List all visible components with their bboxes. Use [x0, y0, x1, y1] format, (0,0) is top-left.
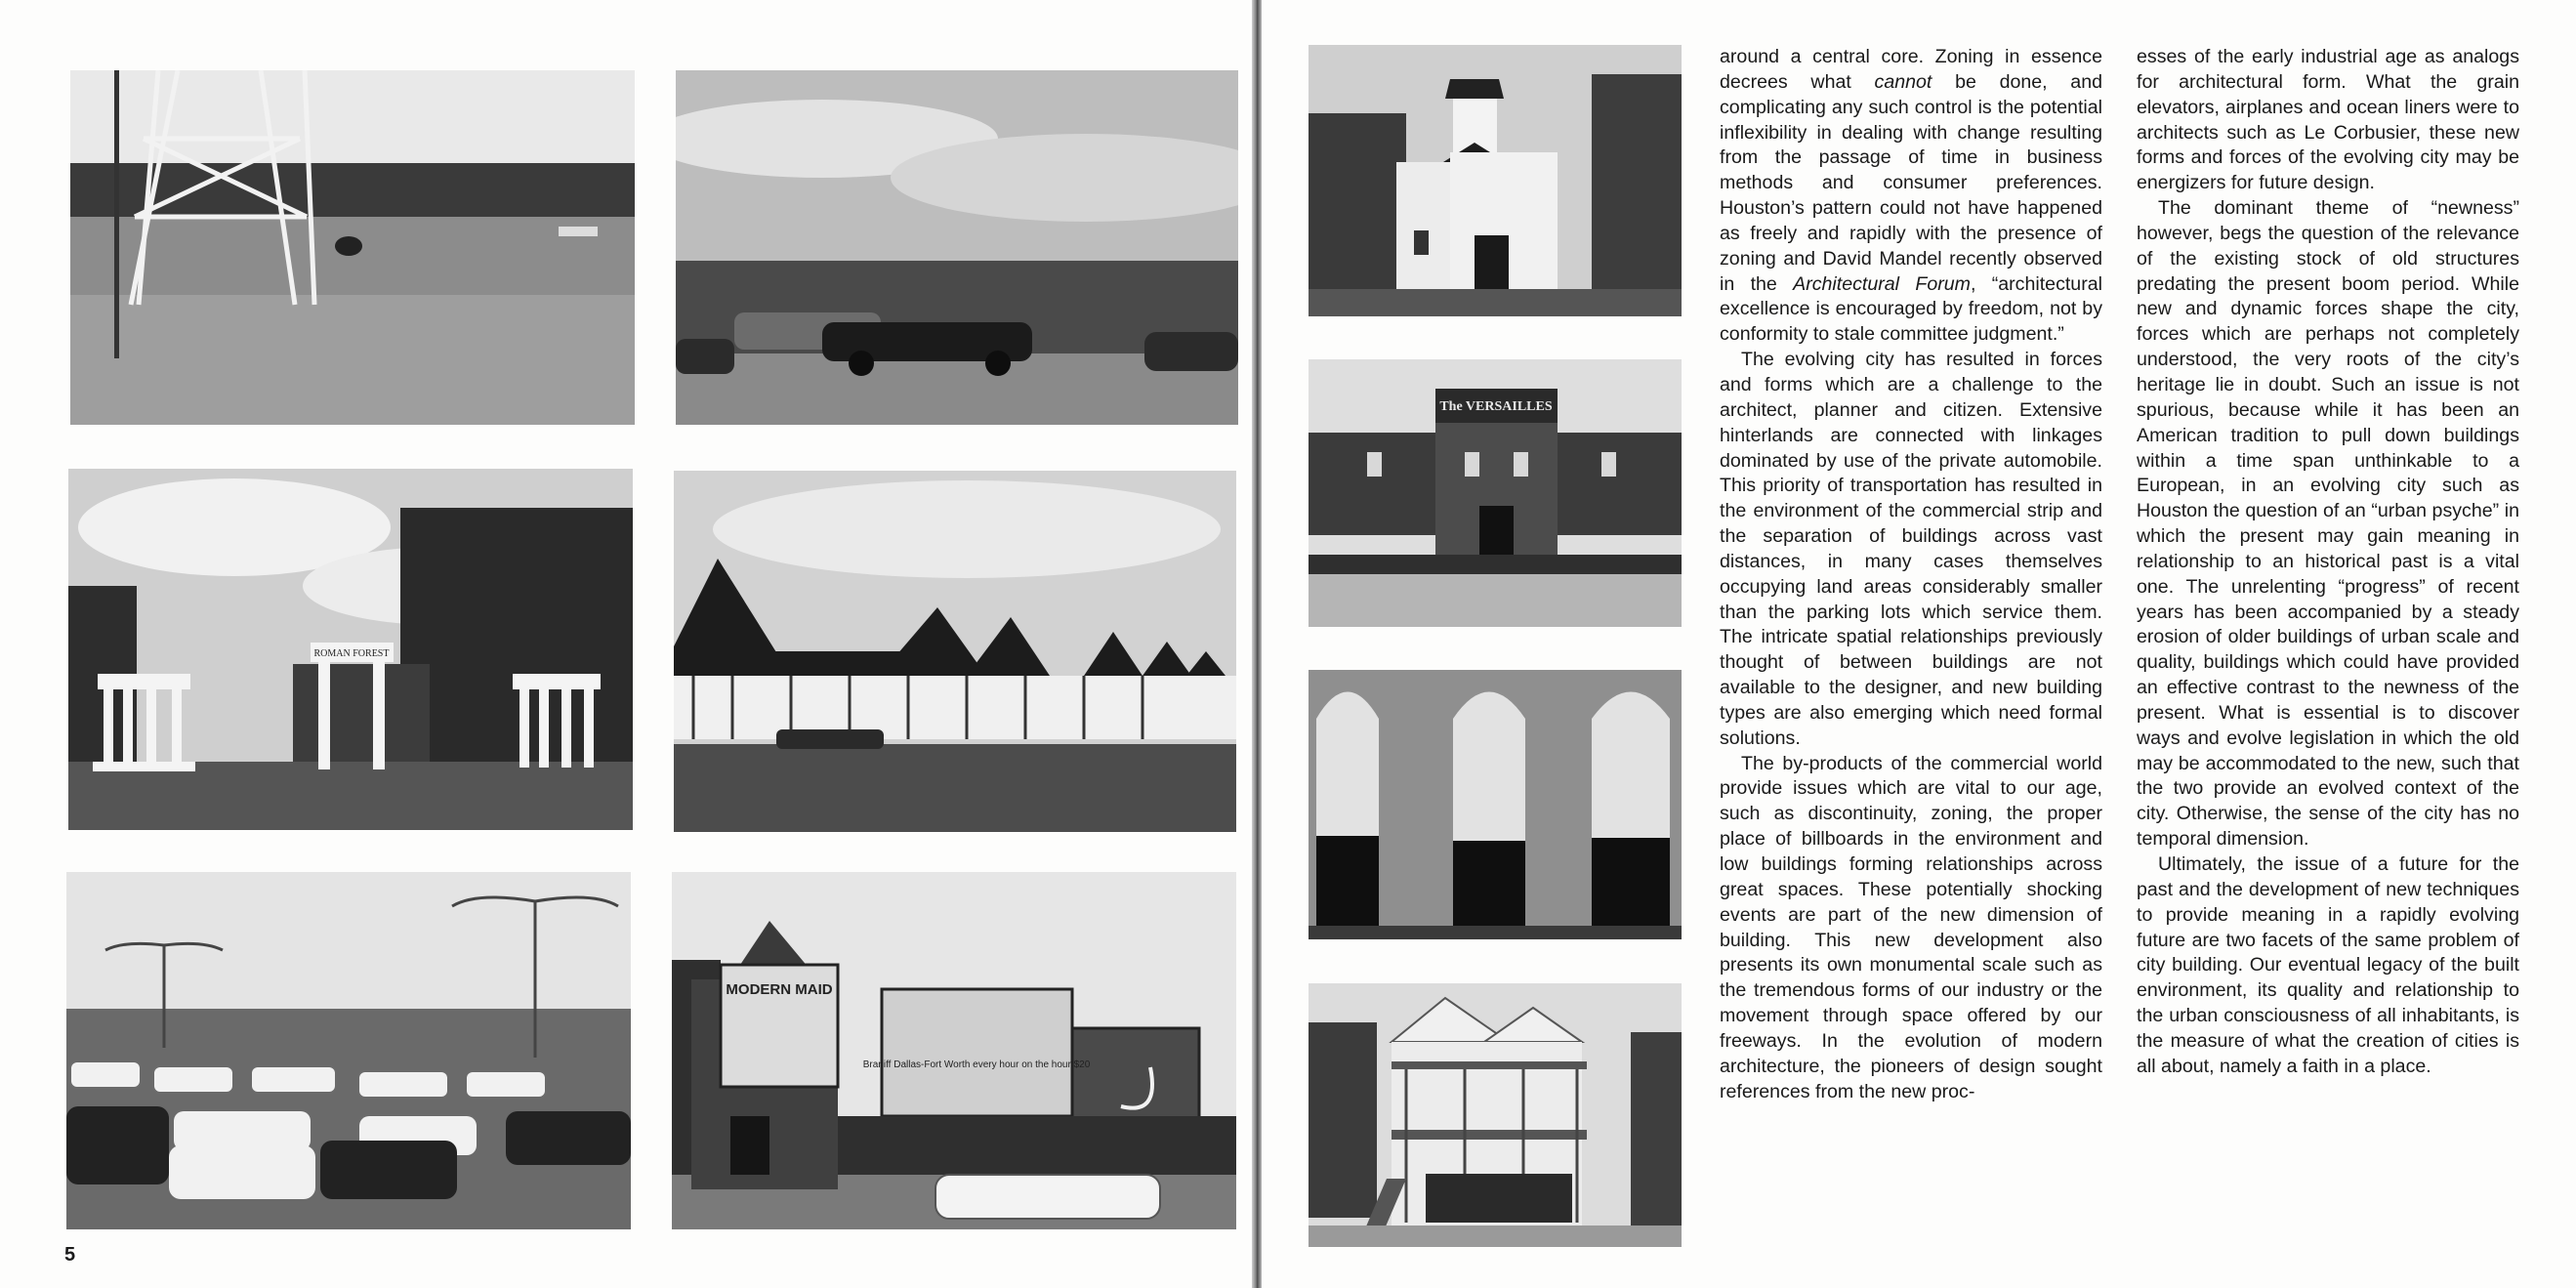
article-column-2: [2137, 45, 2519, 1080]
modern-maid-billboard-text: MODERN MAID: [726, 981, 833, 998]
paragraph-text: , “architectural excellence is encouraged by freedom, not by conformity to stale committee judgment.”: [1720, 272, 2102, 346]
versailles-sign: The VERSAILLES: [1439, 399, 1553, 414]
publication-title: Architectural Forum: [1793, 272, 1971, 295]
book-gutter: [1252, 0, 1262, 1288]
paragraph: The dominant theme of “newness” however, begs the question of the relevance of the existing stock of old structures predating the present boom period. While new and dynamic forces shape the city, forces which are perhaps not completely understood, the very roots of the city’s heritage lie in doubt. Such an issue is not spurious, because while it has been an American tradition to pull down buildings within a time span unthinkable to a European, in an evolving city such as Houston the question of an “urban psyche” in which the present may gain meaning in relationship to an historical past is a vital one. The unrelenting “progress” of recent years has been accompanied by a steady erosion of older buildings of urban scale and quality, buildings which could have provided an effective contrast to the newness of the present. What is essential is to discover ways and evolve legislation in which the old may be accommodated to the new, such that the two provide an evolved context of the city. Otherwise, the sense of the city has no temporal dimension.: [2137, 197, 2519, 851]
paragraph: The evolving city has resulted in forces and forms which are a challenge to the architect, planner and citizen. Extensive hinterlands are connected with linkages dominated by use of the private automobile. This priority of transportation has resulted in the environment of the commercial strip and the separation of buildings across vast distances, in many cases themselves occupying land areas considerably smaller than the parking lots which service them. The intricate spatial relationships previously thought of between buildings are not available to the designer, and new building types are also emerging which need formal solutions.: [1720, 349, 2102, 749]
italic-word: cannot: [1874, 70, 1932, 93]
photo-tudor-apartments: [674, 471, 1236, 832]
right-page: [1262, 0, 2576, 1288]
paragraph: The by-products of the commercial world provide issues which are vital to our age, such as discontinuity, zoning, the proper place of billboards in the environment and low buildings forming relationships across great spaces. These potentially shocking events are part of the new dimension of building. This new development also presents its own monumental scale such as the tremendous forms of our industry or the movement through space offered by our freeways. In the evolution of modern architecture, the pioneers of design sought references from the new proc-: [1720, 752, 2102, 1102]
article-column-1: [1720, 45, 2102, 1104]
photo-brick-arches: [1309, 670, 1682, 939]
page-number: 5: [64, 1244, 76, 1266]
photo-the-versailles-building: [1309, 359, 1682, 627]
paragraph: [1720, 45, 2102, 348]
paragraph: Ultimately, the issue of a future for the past and the development of new techniques to provide meaning in a rapidly evolving future are two facets of the same problem of city building. Our eventual legacy of the built environment, its quality and relationship to the urban consciousness of all inhabitants, is the measure of what the creation of cities is all about, namely a faith in a place.: [2137, 853, 2519, 1077]
paragraph-text: be done, and complicating any such control is the potential inflexibility in dealing with change resulting from the passage of time in business methods and consumer preferences. Houston’s pattern could not have happened as freely and rapidly with the presence of zoning and David Mandel recently observed in the: [1720, 70, 2102, 295]
left-page: [0, 0, 1252, 1288]
photo-parking-lot-streetlights: [66, 872, 631, 1229]
roman-forest-sign: ROMAN FOREST: [313, 648, 390, 659]
photo-parked-cars-road: [676, 70, 1238, 425]
photo-transmission-tower-field: [70, 70, 635, 425]
photo-roman-forest-entrance: [68, 469, 633, 830]
photo-victorian-house-porch: [1309, 983, 1682, 1247]
photo-billboards-church: [672, 872, 1236, 1229]
paragraph: esses of the early industrial age as analogs for architectural form. What the grain elevators, airplanes and ocean liners were to architects such as Le Corbusier, these new forms and forces of the evolving city may be energizers for future design.: [2137, 46, 2519, 194]
braniff-billboard-text: Braniff Dallas-Fort Worth every hour on the hour $20: [862, 1059, 1091, 1070]
paragraph-text: around a central core. Zoning in essence decrees what: [1720, 46, 2102, 93]
photo-white-wooden-church: [1309, 45, 1682, 316]
